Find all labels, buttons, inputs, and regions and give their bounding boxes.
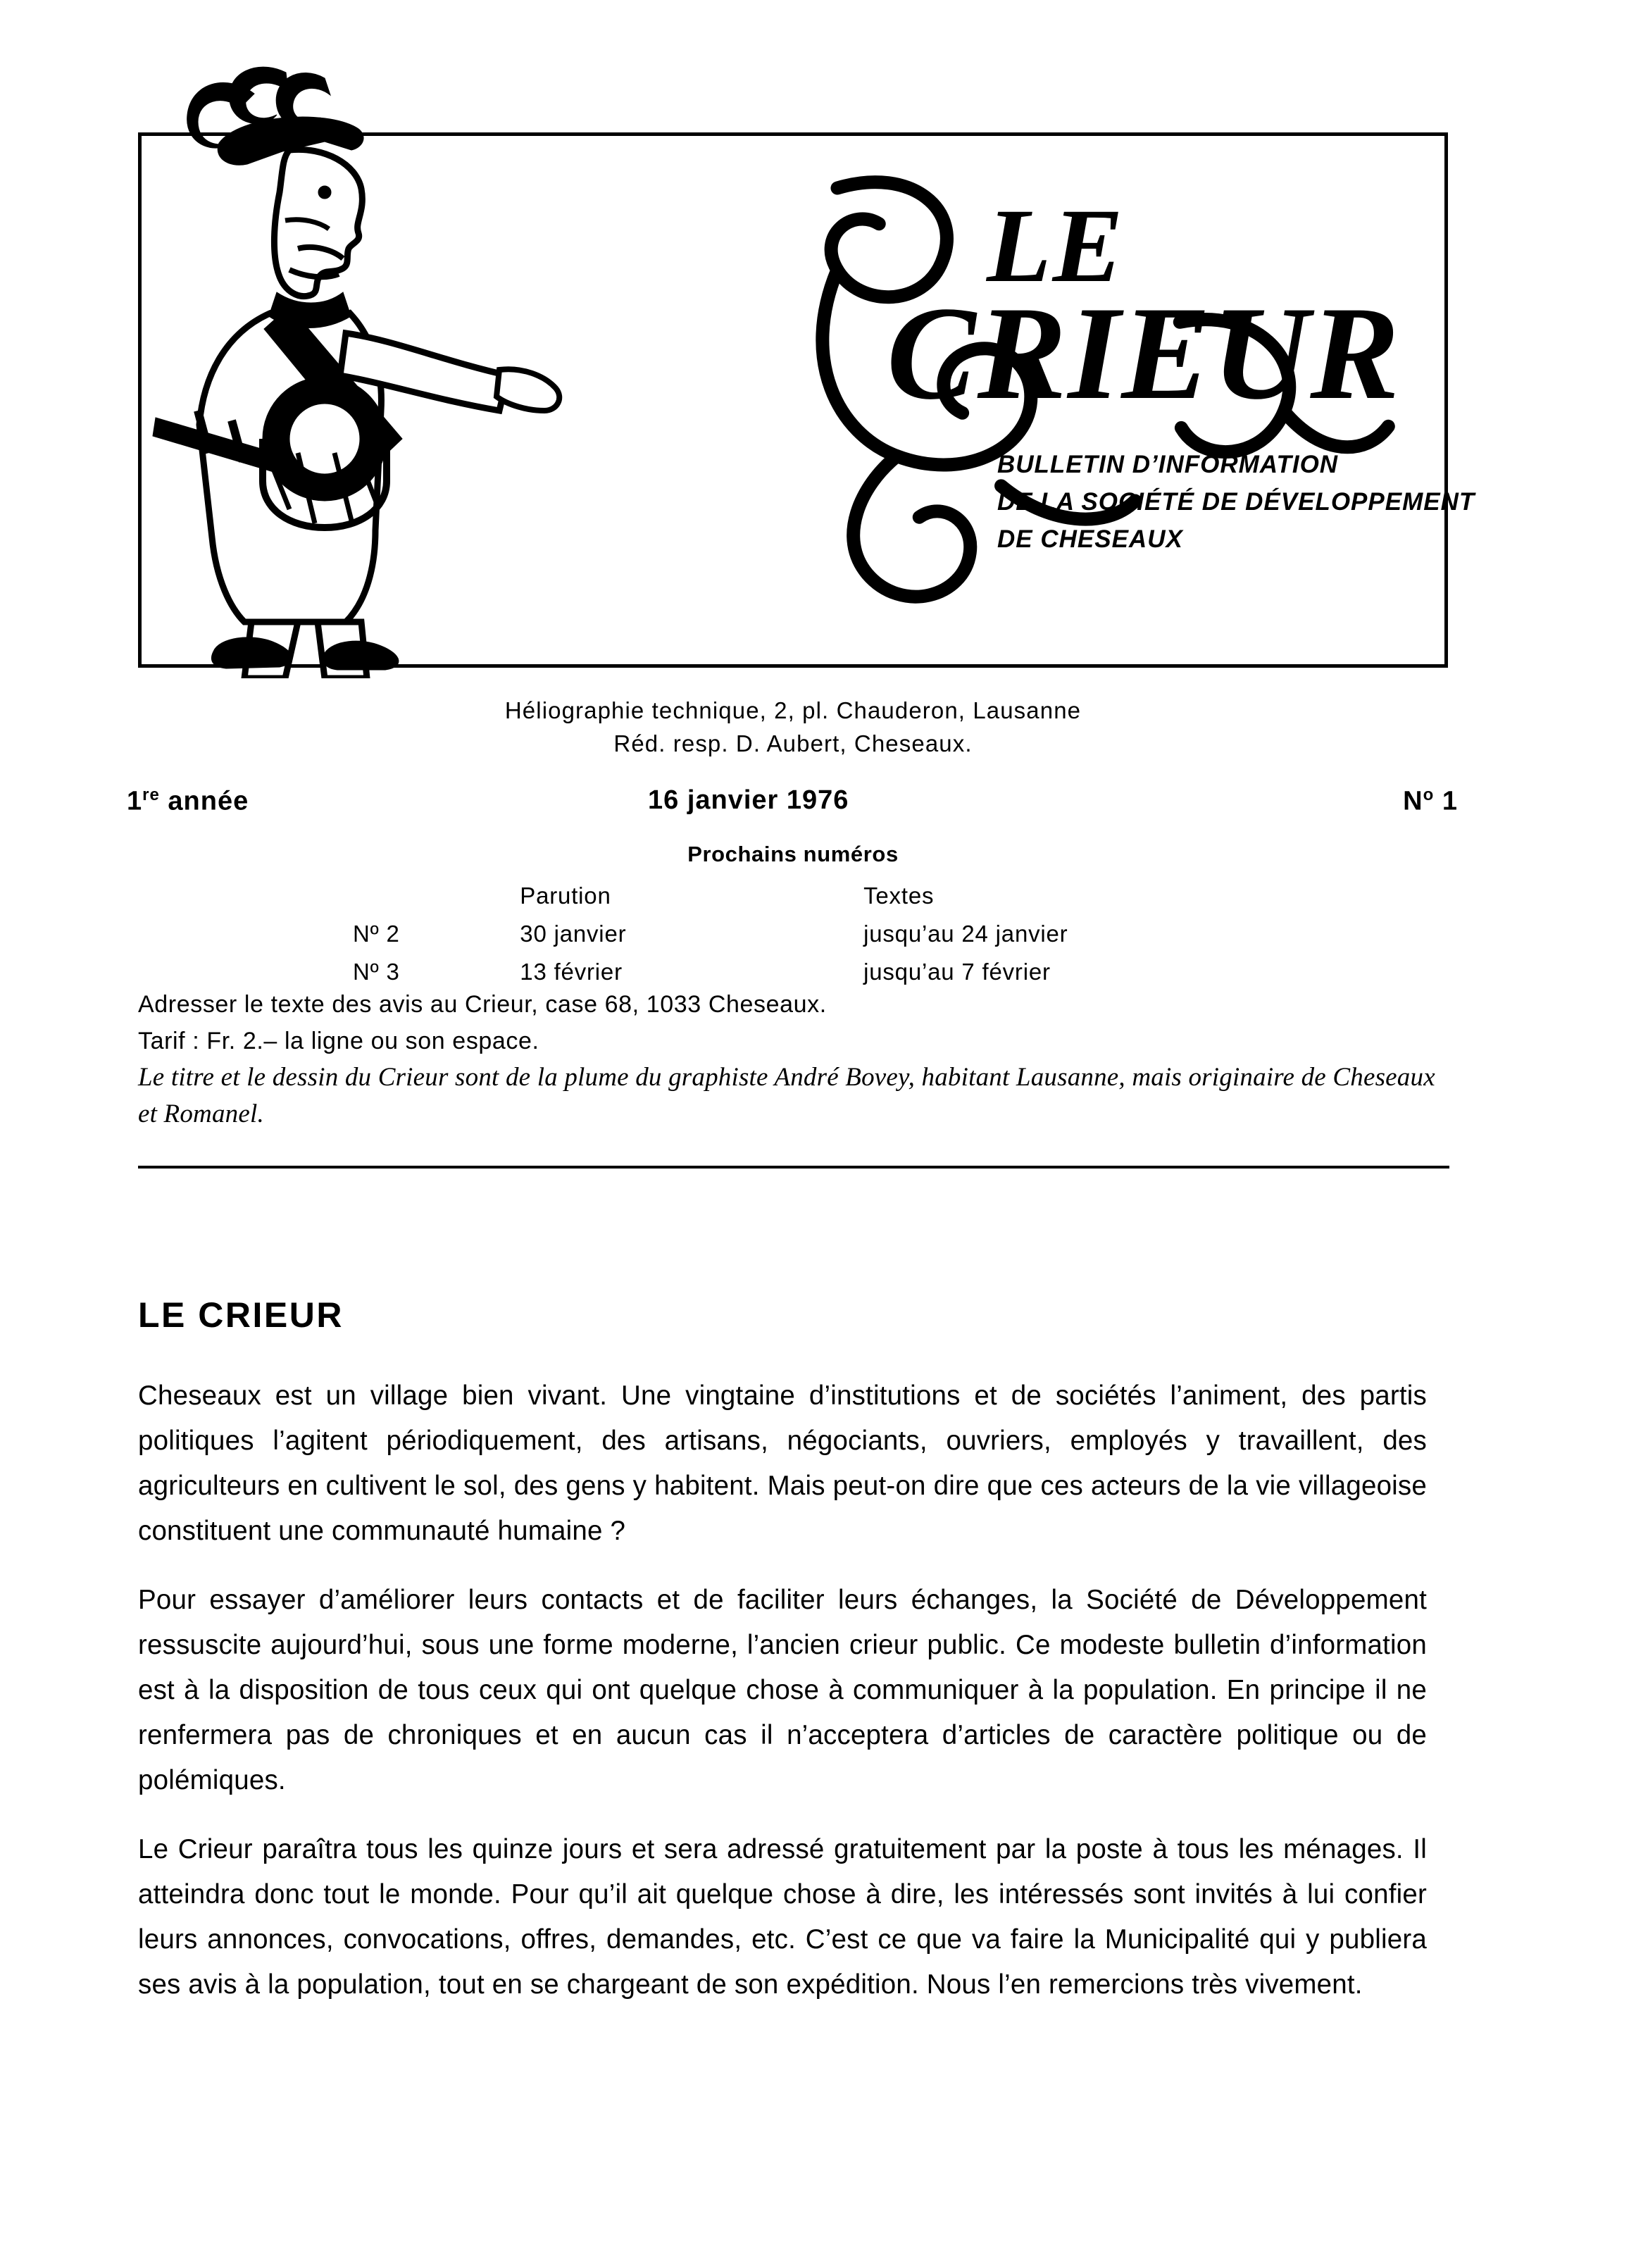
table-header-row xyxy=(352,877,1197,915)
article-paragraph: Pour essayer d’améliorer leurs contacts et de faciliter leurs échanges, la Société de Développement ressuscite aujourd’hui, sous une forme moderne, l’ancien crieur public. Ce modeste bulletin d’information est à la disposition de tous ceux qui ont quelque chose à communiquer à la population. En principe il ne renfermera pas de chroniques et en aucun cas il n’acceptera d’articles de caractère politique ou de polémiques. xyxy=(138,1585,1427,1795)
col-header-no xyxy=(352,877,508,915)
issue-number: $N^o$ 1 xyxy=(1403,785,1458,816)
col-header-parution: Parution xyxy=(520,883,611,909)
cell-textes: jusqu’au 24 janvier xyxy=(863,921,1068,947)
col-header-textes: Textes xyxy=(863,883,935,909)
cell-issue-no: Nº 2 xyxy=(353,921,400,947)
imprint-printer: Héliographie technique, 2, pl. Chauderon, Lausanne xyxy=(504,697,1082,723)
notes-block xyxy=(138,986,1455,1133)
cell-parution: 30 janvier xyxy=(520,921,627,947)
horizontal-divider xyxy=(138,1166,1449,1169)
subtitle-line-1: BULLETIN D’INFORMATION xyxy=(997,451,1339,478)
article-title: LE CRIEUR xyxy=(138,1295,344,1335)
subtitle-line-2: DE LA SOCIÉTÉ DE DÉVELOPPEMENT xyxy=(997,488,1475,516)
note-tarif: Tarif : Fr. 2.– la ligne ou son espace. xyxy=(138,1028,539,1054)
article-body xyxy=(138,1373,1427,2007)
article-paragraph: Cheseaux est un village bien vivant. Une vingtaine d’institutions et de sociétés l’animent, des partis politiques l’agitent périodiquement, des artisans, négociants, ouvriers, employés y travaillent, des agriculteurs en cultivent le sol, des gens y habitent. Mais peut-on dire que ces acteurs de la vie villageoise constituent une communauté humaine ? xyxy=(138,1381,1427,1546)
note-address: Adresser le texte des avis au Crieur, case 68, 1033 Cheseaux. xyxy=(138,991,827,1018)
issue-year: 1re année xyxy=(127,785,249,816)
cell-issue-no: Nº 3 xyxy=(353,959,400,985)
cell-textes: jusqu’au 7 février xyxy=(863,959,1051,985)
table-row xyxy=(352,915,1197,953)
issue-date: 16 janvier 1976 xyxy=(648,785,849,815)
logo-text-le: LE xyxy=(987,187,1125,304)
imprint-editor: Réd. resp. D. Aubert, Cheseaux. xyxy=(613,730,973,756)
masthead-subtitle xyxy=(997,446,1475,558)
masthead-logo xyxy=(719,164,1475,657)
table-row xyxy=(352,953,1197,991)
subtitle-line-3: DE CHESEAUX xyxy=(997,525,1183,553)
masthead-box xyxy=(138,132,1475,668)
next-issues-table xyxy=(352,877,1197,991)
article-paragraph: Le Crieur paraîtra tous les quinze jours et sera adressé gratuitement par la poste à tous les ménages. Il atteindra donc tout le monde. Pour qu’il ait quelque chose à dire, les intéressés sont invités à lui confier leurs annonces, convocations, offres, demandes, etc. C’est ce que va faire la Municipalité qui y publiera ses avis à la population, tout en se chargeant de son expédition. Nous l’en remercions très vivement. xyxy=(138,1834,1427,2000)
logo-text-crieur: CRIEUR xyxy=(887,280,1401,428)
cell-parution: 13 février xyxy=(520,959,623,985)
issue-line xyxy=(127,785,1458,822)
imprint-block xyxy=(138,694,1448,760)
note-credit: Le titre et le dessin du Crieur sont de la plume du graphiste André Bovey, habitant Lausanne, mais originaire de Cheseaux et Romanel. xyxy=(138,1063,1435,1128)
next-issues-title: Prochains numéros xyxy=(687,842,899,866)
